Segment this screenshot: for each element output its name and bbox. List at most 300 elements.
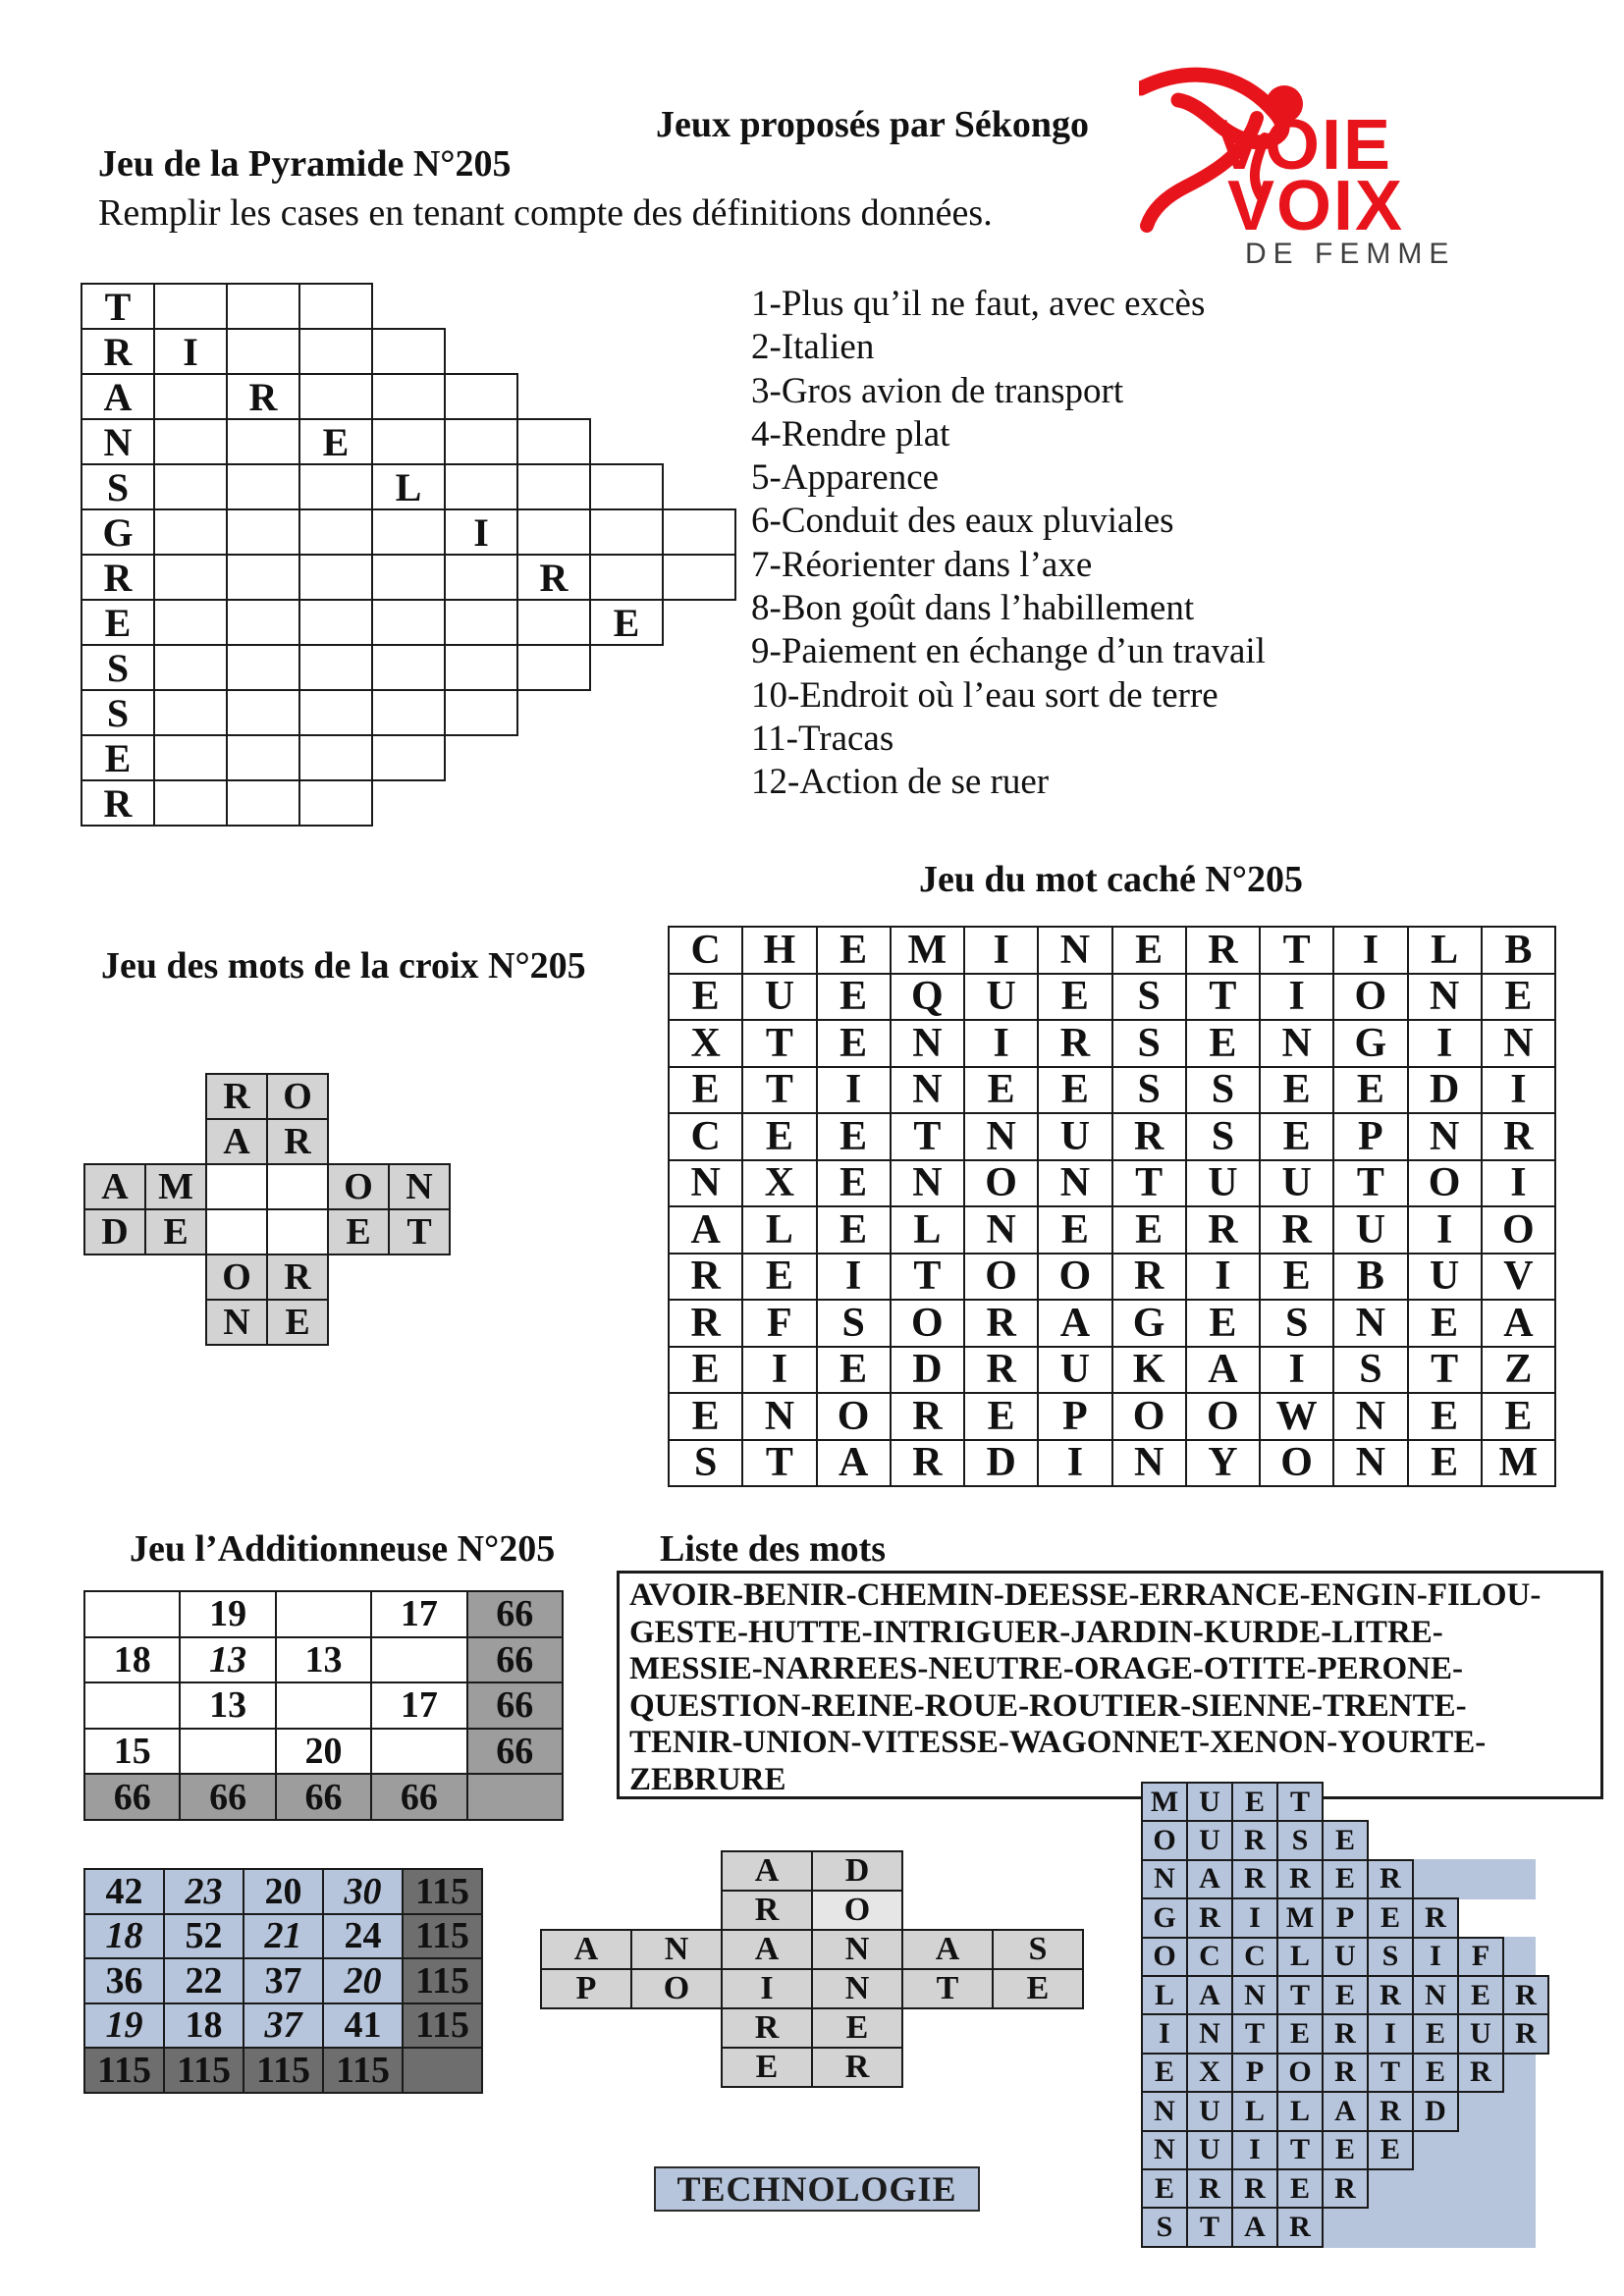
letter-cell: R xyxy=(1457,2053,1504,2093)
definition-item: 3-Gros avion de transport xyxy=(751,370,1124,411)
letter-cell: T xyxy=(1367,2053,1414,2093)
letter-cell: T xyxy=(1332,1159,1408,1208)
letter-cell: A xyxy=(205,1118,268,1165)
letter-cell: N xyxy=(1332,1439,1408,1488)
empty-cell xyxy=(153,734,228,781)
background-patch xyxy=(1367,2168,1536,2209)
letter-cell: E xyxy=(81,599,155,646)
letter-cell: L xyxy=(890,1205,965,1255)
empty-cell xyxy=(226,734,300,781)
letter-cell: A xyxy=(1186,1859,1233,1899)
letter-cell: E xyxy=(589,599,664,646)
empty-cell xyxy=(153,283,228,330)
empty-cell xyxy=(205,1208,268,1255)
letter-cell: I xyxy=(153,328,228,375)
letter-cell: A xyxy=(1322,2091,1369,2131)
empty-cell xyxy=(153,373,228,420)
letter-cell: L xyxy=(1276,1937,1324,1977)
letter-cell: L xyxy=(741,1205,817,1255)
letter-cell: R xyxy=(1231,1820,1278,1860)
letter-cell: Y xyxy=(1185,1439,1261,1488)
letter-cell: R xyxy=(1185,1205,1261,1255)
value-cell: 52 xyxy=(163,1913,244,1960)
definitions-list xyxy=(751,283,1301,805)
letter-cell: N xyxy=(1259,1019,1334,1068)
letter-cell: I xyxy=(1259,973,1334,1022)
letter-cell: R xyxy=(1367,1859,1414,1899)
empty-cell xyxy=(298,734,373,781)
letter-cell: U xyxy=(1457,2013,1504,2054)
letter-cell: R xyxy=(1276,2207,1324,2247)
word-list-line: MESSIE-NARREES-NEUTRE-ORAGE-OTITE-PERONE- xyxy=(629,1651,1463,1686)
letter-cell: O xyxy=(1276,2053,1324,2093)
empty-cell xyxy=(589,554,664,601)
letter-cell: E xyxy=(668,973,743,1022)
letter-cell: M xyxy=(1141,1782,1188,1822)
letter-cell: R xyxy=(1367,1975,1414,2015)
letter-cell: S xyxy=(816,1299,892,1348)
letter-cell: N xyxy=(1407,973,1483,1022)
letter-cell: C xyxy=(1231,1937,1278,1977)
value-cell: 42 xyxy=(83,1868,165,1915)
sum-cell: 66 xyxy=(83,1773,181,1821)
letter-cell: R xyxy=(81,554,155,601)
letter-cell: O xyxy=(1259,1439,1334,1488)
letter-cell: N xyxy=(811,1929,903,1970)
letter-cell: X xyxy=(741,1159,817,1208)
letter-cell: N xyxy=(388,1163,451,1210)
letter-cell: C xyxy=(1186,1937,1233,1977)
letter-cell: S xyxy=(81,463,155,510)
letter-cell: O xyxy=(1407,1159,1483,1208)
letter-cell: E xyxy=(1367,2130,1414,2170)
letter-cell: T xyxy=(890,1112,965,1161)
letter-cell: R xyxy=(1367,2091,1414,2131)
letter-cell: I xyxy=(721,1968,813,2009)
definition-item: 10-Endroit où l’eau sort de terre xyxy=(751,674,1218,716)
letter-cell: T xyxy=(388,1208,451,1255)
letter-cell: N xyxy=(668,1159,743,1208)
letter-cell: L xyxy=(1407,926,1483,975)
letter-cell: I xyxy=(816,1066,892,1115)
letter-cell: R xyxy=(1186,2168,1233,2209)
letter-cell: A xyxy=(668,1205,743,1255)
letter-cell: E xyxy=(1037,1066,1112,1115)
definition-item: 9-Paiement en échange d’un travail xyxy=(751,631,1266,672)
empty-cell xyxy=(205,1163,268,1210)
letter-cell: R xyxy=(1322,2013,1369,2054)
sum-cell: 115 xyxy=(402,1913,483,1960)
letter-cell: N xyxy=(741,1392,817,1441)
letter-cell: P xyxy=(540,1968,632,2009)
empty-cell xyxy=(370,1636,467,1684)
letter-cell: T xyxy=(741,1439,817,1488)
letter-cell: N xyxy=(890,1019,965,1068)
letter-cell: I xyxy=(816,1253,892,1302)
letter-cell: G xyxy=(1332,1019,1408,1068)
letter-cell: E xyxy=(1231,1782,1278,1822)
letter-cell: E xyxy=(1407,1299,1483,1348)
empty-cell xyxy=(226,463,300,510)
letter-cell: N xyxy=(1141,2130,1188,2170)
letter-cell: S xyxy=(1111,1019,1187,1068)
letter-cell: I xyxy=(1037,1439,1112,1488)
empty-cell xyxy=(371,418,446,465)
definition-item: 11-Tracas xyxy=(751,718,894,759)
definition-item: 1-Plus qu’il ne faut, avec excès xyxy=(751,284,1206,324)
letter-cell: O xyxy=(1332,973,1408,1022)
logo xyxy=(1139,61,1551,270)
letter-cell: R xyxy=(1231,2168,1278,2209)
word-list-line: QUESTION-REINE-ROUE-ROUTIER-SIENNE-TRENTE- xyxy=(629,1687,1467,1724)
empty-cell xyxy=(226,644,300,691)
sum-cell: 115 xyxy=(402,1957,483,2004)
letter-cell: A xyxy=(540,1929,632,1970)
letter-cell: M xyxy=(144,1163,207,1210)
empty-cell xyxy=(83,1590,181,1638)
letter-cell: E xyxy=(266,1299,329,1346)
pyramide-instruction: Remplir les cases en tenant compte des définitions données. xyxy=(98,192,993,234)
letter-cell: R xyxy=(516,554,591,601)
definition-item: 8-Bon goût dans l’habillement xyxy=(751,588,1195,629)
empty-cell xyxy=(298,689,373,736)
letter-cell: E xyxy=(1111,926,1187,975)
empty-cell xyxy=(298,599,373,646)
letter-cell: S xyxy=(1276,1820,1324,1860)
letter-cell: I xyxy=(1407,1205,1483,1255)
letter-cell: E xyxy=(1141,2168,1188,2209)
empty-cell xyxy=(226,689,300,736)
letter-cell: R xyxy=(266,1254,329,1301)
letter-cell: T xyxy=(901,1968,994,2009)
value-cell: 37 xyxy=(243,1957,324,2004)
letter-cell: Q xyxy=(890,973,965,1022)
letter-cell: E xyxy=(1185,1019,1261,1068)
letter-cell: E xyxy=(811,2007,903,2049)
letter-cell: D xyxy=(811,1850,903,1892)
letter-cell: E xyxy=(1322,2130,1369,2170)
letter-cell: D xyxy=(963,1439,1039,1488)
letter-cell: A xyxy=(1037,1299,1112,1348)
letter-cell: U xyxy=(1186,1820,1233,1860)
letter-cell: S xyxy=(1185,1112,1261,1161)
empty-cell xyxy=(516,599,591,646)
letter-cell: E xyxy=(816,1019,892,1068)
empty-cell xyxy=(226,418,300,465)
definition-item: 4-Rendre plat xyxy=(751,413,950,454)
value-cell: 20 xyxy=(275,1728,372,1776)
value-cell: 17 xyxy=(370,1682,467,1730)
letter-cell: I xyxy=(1141,2013,1188,2054)
letter-cell: E xyxy=(1322,1859,1369,1899)
letter-cell: N xyxy=(1186,2013,1233,2054)
letter-cell: E xyxy=(668,1066,743,1115)
sum-cell: 66 xyxy=(466,1728,564,1776)
letter-cell: S xyxy=(992,1929,1084,1970)
letter-cell: S xyxy=(81,689,155,736)
empty-cell xyxy=(371,373,446,420)
word-list-line: GESTE-HUTTE-INTRIGUER-JARDIN-KURDE-LITRE- xyxy=(629,1614,1443,1650)
empty-cell xyxy=(298,373,373,420)
letter-cell: O xyxy=(890,1299,965,1348)
empty-cell xyxy=(298,554,373,601)
mot-cache-heading: Jeu du mot caché N°205 xyxy=(919,859,1303,900)
definition-item: 12-Action de se ruer xyxy=(751,762,1050,803)
letter-cell: G xyxy=(81,508,155,556)
letter-cell: E xyxy=(1141,2053,1188,2093)
definition-item: 6-Conduit des eaux pluviales xyxy=(751,501,1174,542)
letter-cell: R xyxy=(1502,2013,1549,2054)
letter-cell: E xyxy=(1367,1897,1414,1938)
letter-cell: R xyxy=(890,1392,965,1441)
value-cell: 21 xyxy=(243,1913,324,1960)
empty-cell xyxy=(589,508,664,556)
word-list-line: TENIR-UNION-VITESSE-WAGONNET-XENON-YOURTE- xyxy=(629,1725,1487,1760)
letter-cell: E xyxy=(1407,1439,1483,1488)
empty-cell xyxy=(226,328,300,375)
letter-cell: R xyxy=(1322,2168,1369,2209)
letter-cell: T xyxy=(1111,1159,1187,1208)
letter-cell: O xyxy=(327,1163,390,1210)
letter-cell: E xyxy=(1111,1205,1187,1255)
letter-cell: T xyxy=(1276,1975,1324,2015)
letter-cell: S xyxy=(1332,1346,1408,1395)
letter-cell: E xyxy=(816,926,892,975)
letter-cell: T xyxy=(1276,1782,1324,1822)
letter-cell: X xyxy=(1186,2053,1233,2093)
letter-cell: I xyxy=(1185,1253,1261,1302)
value-cell: 20 xyxy=(322,1957,404,2004)
letter-cell: N xyxy=(1332,1299,1408,1348)
page-title: Jeux proposés par Sékongo xyxy=(656,104,1089,145)
letter-cell: G xyxy=(1111,1299,1187,1348)
value-cell: 23 xyxy=(163,1868,244,1915)
sum-cell xyxy=(402,2047,483,2094)
letter-cell: E xyxy=(741,1112,817,1161)
letter-cell: Z xyxy=(1481,1346,1556,1395)
sum-cell: 66 xyxy=(179,1773,276,1821)
letter-cell: N xyxy=(1111,1439,1187,1488)
definition-item: 7-Réorienter dans l’axe xyxy=(751,544,1093,585)
letter-cell: B xyxy=(1332,1253,1408,1302)
sum-cell: 115 xyxy=(163,2047,244,2094)
value-cell: 41 xyxy=(322,2002,404,2050)
letter-cell: E xyxy=(816,1346,892,1395)
logo-word-voie: VOIE xyxy=(1216,106,1393,185)
letter-cell: R xyxy=(963,1346,1039,1395)
letter-cell: R xyxy=(81,328,155,375)
letter-cell: I xyxy=(444,508,518,556)
letter-cell: A xyxy=(721,1929,813,1970)
empty-cell xyxy=(153,599,228,646)
letter-cell: I xyxy=(963,926,1039,975)
letter-cell: P xyxy=(1332,1112,1408,1161)
definition-item: 2-Italien xyxy=(751,327,875,368)
letter-cell: E xyxy=(668,1392,743,1441)
letter-cell: E xyxy=(668,1346,743,1395)
empty-cell xyxy=(371,644,446,691)
letter-cell: E xyxy=(1322,1820,1369,1860)
empty-cell xyxy=(444,463,518,510)
empty-cell xyxy=(298,508,373,556)
empty-cell xyxy=(371,554,446,601)
empty-cell xyxy=(589,463,664,510)
letter-cell: R xyxy=(668,1299,743,1348)
letter-cell: E xyxy=(1276,2168,1324,2209)
letter-cell: O xyxy=(963,1159,1039,1208)
letter-cell: L xyxy=(1231,2091,1278,2131)
letter-cell: E xyxy=(1407,1392,1483,1441)
letter-cell: O xyxy=(1185,1392,1261,1441)
letter-cell: F xyxy=(741,1299,817,1348)
letter-cell: E xyxy=(1259,1112,1334,1161)
letter-cell: R xyxy=(1186,1897,1233,1938)
empty-cell xyxy=(444,373,518,420)
letter-cell: E xyxy=(1185,1299,1261,1348)
letter-cell: R xyxy=(1111,1253,1187,1302)
word-list-line: ZEBRURE xyxy=(629,1761,786,1797)
empty-cell xyxy=(153,463,228,510)
letter-cell: O xyxy=(811,1890,903,1931)
letter-cell: E xyxy=(1037,1205,1112,1255)
letter-cell: R xyxy=(1259,1205,1334,1255)
letter-cell: N xyxy=(890,1066,965,1115)
letter-cell: T xyxy=(1186,2207,1233,2247)
background-patch xyxy=(1322,2207,1536,2247)
letter-cell: N xyxy=(1141,2091,1188,2131)
letter-cell: O xyxy=(1037,1253,1112,1302)
empty-cell xyxy=(516,644,591,691)
letter-cell: A xyxy=(1481,1299,1556,1348)
letter-cell: I xyxy=(1231,1897,1278,1938)
letter-cell: S xyxy=(1111,973,1187,1022)
letter-cell: I xyxy=(1481,1159,1556,1208)
empty-cell xyxy=(371,599,446,646)
value-cell: 20 xyxy=(243,1868,324,1915)
letter-cell: S xyxy=(1367,1937,1414,1977)
letter-cell: E xyxy=(963,1392,1039,1441)
letter-cell: N xyxy=(1412,1975,1459,2015)
letter-cell: U xyxy=(1037,1112,1112,1161)
letter-cell: I xyxy=(1481,1066,1556,1115)
letter-cell: E xyxy=(1037,973,1112,1022)
letter-cell: R xyxy=(226,373,300,420)
letter-cell: U xyxy=(963,973,1039,1022)
letter-cell: A xyxy=(816,1439,892,1488)
letter-cell: A xyxy=(901,1929,994,1970)
letter-cell: U xyxy=(1186,2091,1233,2131)
letter-cell: I xyxy=(1259,1346,1334,1395)
value-cell: 18 xyxy=(163,2002,244,2050)
empty-cell xyxy=(298,328,373,375)
letter-cell: T xyxy=(81,283,155,330)
empty-cell xyxy=(179,1728,276,1776)
letter-cell: I xyxy=(1412,1937,1459,1977)
letter-cell: A xyxy=(721,1850,813,1892)
croix-heading: Jeu des mots de la croix N°205 xyxy=(101,945,586,987)
empty-cell xyxy=(444,599,518,646)
letter-cell: R xyxy=(721,2007,813,2049)
letter-cell: I xyxy=(1407,1019,1483,1068)
logo-word-defemme: DE FEMME xyxy=(1245,238,1456,270)
letter-cell: A xyxy=(1185,1346,1261,1395)
letter-cell: U xyxy=(1037,1346,1112,1395)
empty-cell xyxy=(444,418,518,465)
empty-cell xyxy=(444,554,518,601)
empty-cell xyxy=(371,328,446,375)
letter-cell: N xyxy=(1481,1019,1556,1068)
letter-cell: T xyxy=(1407,1346,1483,1395)
letter-cell: R xyxy=(266,1118,329,1165)
letter-cell: E xyxy=(1457,1975,1504,2015)
letter-cell: L xyxy=(1141,1975,1188,2015)
letter-cell: R xyxy=(81,779,155,827)
letter-cell: U xyxy=(1186,2130,1233,2170)
sum-cell: 66 xyxy=(370,1773,467,1821)
value-cell: 30 xyxy=(322,1868,404,1915)
letter-cell: E xyxy=(1332,1066,1408,1115)
letter-cell: S xyxy=(1185,1066,1261,1115)
letter-cell: P xyxy=(1231,2053,1278,2093)
letter-cell: P xyxy=(1322,1897,1369,1938)
sum-cell: 115 xyxy=(83,2047,165,2094)
letter-cell: M xyxy=(890,926,965,975)
empty-cell xyxy=(226,508,300,556)
letter-cell: A xyxy=(1231,2207,1278,2247)
letter-cell: F xyxy=(1457,1937,1504,1977)
letter-cell: O xyxy=(963,1253,1039,1302)
empty-cell xyxy=(153,508,228,556)
empty-cell xyxy=(298,644,373,691)
logo-word-voix: VOIX xyxy=(1227,167,1405,245)
word-list-line: AVOIR-BENIR-CHEMIN-DEESSE-ERRANCE-ENGIN-FILOU- xyxy=(629,1577,1542,1613)
sum-cell: 115 xyxy=(402,1868,483,1915)
letter-cell: E xyxy=(992,1968,1084,2009)
value-cell: 19 xyxy=(179,1590,276,1638)
letter-cell: R xyxy=(963,1299,1039,1348)
value-cell: 18 xyxy=(83,1913,165,1960)
letter-cell: E xyxy=(816,973,892,1022)
letter-cell: O xyxy=(1141,1820,1188,1860)
empty-cell xyxy=(444,644,518,691)
value-cell: 17 xyxy=(370,1590,467,1638)
value-cell: 24 xyxy=(322,1913,404,1960)
letter-cell: E xyxy=(1276,2013,1324,2054)
empty-cell xyxy=(662,554,736,601)
letter-cell: E xyxy=(144,1208,207,1255)
empty-cell xyxy=(226,779,300,827)
letter-cell: R xyxy=(1412,1897,1459,1938)
letter-cell: P xyxy=(1037,1392,1112,1441)
letter-cell: L xyxy=(1276,2091,1324,2131)
letter-cell: I xyxy=(963,1019,1039,1068)
sum-cell: 66 xyxy=(275,1773,372,1821)
empty-cell xyxy=(153,554,228,601)
letter-cell: N xyxy=(1407,1112,1483,1161)
empty-cell xyxy=(275,1682,372,1730)
letter-cell: O xyxy=(205,1254,268,1301)
letter-cell: N xyxy=(890,1159,965,1208)
value-cell: 36 xyxy=(83,1957,165,2004)
empty-cell xyxy=(516,463,591,510)
letter-cell: E xyxy=(298,418,373,465)
letter-cell: T xyxy=(1231,2013,1278,2054)
background-patch xyxy=(1412,1859,1536,1899)
letter-cell: T xyxy=(1276,2130,1324,2170)
letter-cell: I xyxy=(1367,2013,1414,2054)
pyramide-heading: Jeu de la Pyramide N°205 xyxy=(98,143,512,185)
letter-cell: U xyxy=(1186,1782,1233,1822)
